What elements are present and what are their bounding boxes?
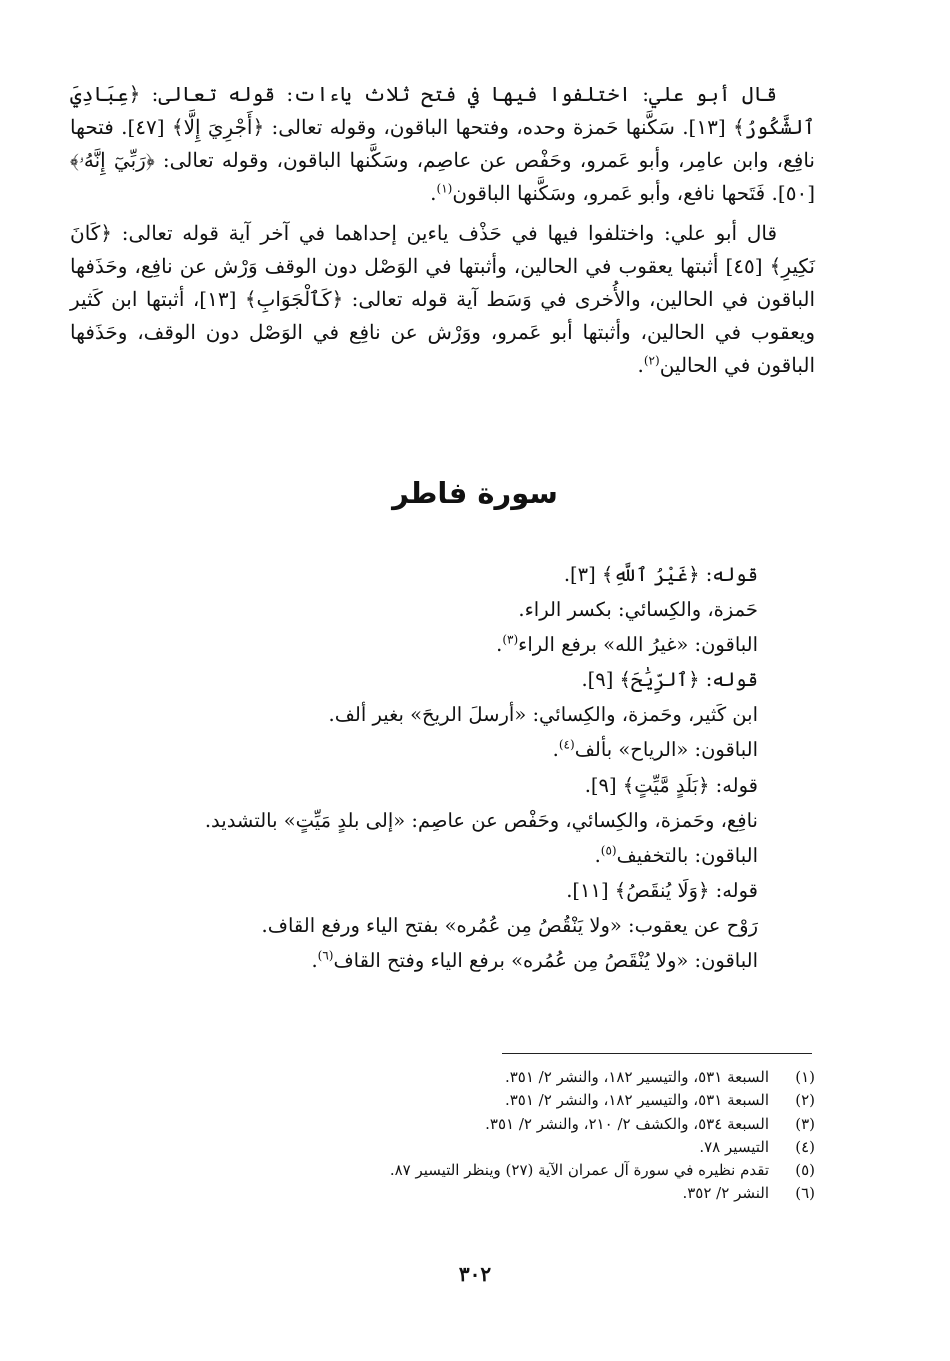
- paragraph-2: [70, 217, 815, 382]
- footnote-text: السبعة ٥٣١، والتيسير ١٨٢، والنشر ٢/ ٣٥١.: [504, 1068, 769, 1086]
- footnote-number: (٥): [795, 1161, 815, 1180]
- list-item: قوله: ﴿وَلَا يُنقَصُ﴾ [١١].: [566, 878, 758, 902]
- paragraph-text: قال أبو علي: اختلفوا فيها في فتح ثلاث ياءات: قوله تعالى: ﴿عِبَادِيَ ٱلشَّكُورُ﴾ [١٣]. سَكَّنها حَمزة وحده، وفتحها الباقون، وقوله تعالى: ﴿أَجْرِيَ إِلَّا﴾ [٤٧]. فتحها نافِع، وابن عامِر، وأبو عَمرو، وحَفْص عن عاصِم، وسَكَّنها الباقون، وقوله تعالى: ﴿رَبِّيٓ إِنَّهُۥ﴾ [٥٠]. فَتَحها نافع، وأبو عَمرو، وسَكَّنها الباقون: [70, 82, 815, 205]
- list-item: الباقون: «ولا يُنْقَصُ مِن عُمُره» برفع الياء وفتح القاف$^{(٦)}$.: [311, 948, 758, 973]
- footnote-number: (١): [795, 1068, 815, 1086]
- footnote-divider: [502, 1053, 812, 1054]
- footnote-ref: (٣): [502, 632, 519, 647]
- footnote-ref: (٦): [317, 948, 334, 963]
- list-item: الباقون: «غيرُ الله» برفع الراء$^{(٣)}$.: [496, 632, 758, 657]
- footnote-text: التيسير ٧٨.: [699, 1137, 769, 1156]
- page-number: ٣٠٢: [458, 1262, 492, 1286]
- footnote-text: السبعة ٥٣١، والتيسير ١٨٢، والنشر ٢/ ٣٥١.: [504, 1091, 769, 1110]
- list-item: قوله: ﴿بَلَدٍ مَّيِّتٍ﴾ [٩].: [584, 773, 758, 797]
- footnote-ref: (٢): [643, 353, 660, 368]
- list-item: الباقون: بالتخفيف$^{(٥)}$.: [594, 843, 758, 867]
- footnote-number: (٤): [795, 1137, 815, 1156]
- footnote: [295, 1182, 815, 1205]
- list-item: حَمزة، والكِسائي: بكسر الراء.: [518, 598, 758, 622]
- list-item: نافِع، وحَمزة، والكِسائي، وحَفْص عن عاصِم: «إلى بلدٍ مَيِّتٍ» بالتشديد.: [204, 808, 758, 832]
- footnote-ref: (١): [436, 181, 453, 196]
- footnote: [295, 1159, 815, 1182]
- paragraph-1: [70, 78, 815, 210]
- footnote-text: النشر ٢/ ٣٥٢.: [682, 1184, 769, 1203]
- list-item: قوله: ﴿ٱلرِّيَٰحَ﴾ [٩].: [581, 668, 758, 692]
- surah-title: سورة فاطر: [392, 476, 558, 510]
- footnote-number: (٢): [795, 1091, 815, 1110]
- list-item: قوله: ﴿غَيْرُ ٱللَّهِ﴾ [٣].: [563, 563, 758, 586]
- paragraph-end: .: [637, 353, 644, 377]
- readings-list: [58, 557, 758, 978]
- main-text: [70, 78, 815, 389]
- footnote-ref: (٤): [558, 737, 575, 752]
- footnote-number: (٦): [795, 1184, 815, 1203]
- footnote: [295, 1066, 815, 1089]
- list-item: الباقون: «الرياح» بألف$^{(٤)}$.: [552, 737, 758, 762]
- footnote-ref: (٥): [600, 843, 617, 858]
- footnote-text: تقدم نظيره في سورة آل عمران الآية (٢٧) وينظر التيسير ٨٧.: [389, 1161, 769, 1180]
- footnote: [295, 1113, 815, 1136]
- footnotes: [295, 1066, 815, 1206]
- footnote: [295, 1089, 815, 1112]
- footnote-number: (٣): [795, 1114, 815, 1133]
- paragraph-end: .: [430, 181, 437, 205]
- list-item: رَوْح عن يعقوب: «ولا يَنْقُصُ مِن عُمُره» بفتح الياء ورفع القاف.: [261, 913, 758, 937]
- list-item: ابن كَثير، وحَمزة، والكِسائي: «أرسلَ الريحَ» بغير ألف.: [328, 703, 758, 727]
- footnote: [295, 1136, 815, 1159]
- footnote-text: السبعة ٥٣٤، والكشف ٢/ ٢١٠، والنشر ٢/ ٣٥١.: [485, 1114, 769, 1133]
- paragraph-text: قال أبو علي: واختلفوا فيها في حَذْف ياءين إحداهما في آخر آية قوله تعالى: ﴿كَانَ نَكِيرِ﴾ [٤٥] أثبتها يعقوب في الحالين، وأثبتها في الوَصْل دون الوقف وَرْش عن نافِع، وحَذَفها الباقون في الحالين، والأُخرى في وَسَط آية قوله تعالى: ﴿كَٱلْجَوَابِ﴾ [١٣]، أثبتها ابن كَثير ويعقوب في الحالين، وأثبتها أبو عَمرو، ووَرْش عن نافِع في الوَصْل دون الوقف، وحَذَفها الباقون في الحالين: [70, 221, 816, 377]
